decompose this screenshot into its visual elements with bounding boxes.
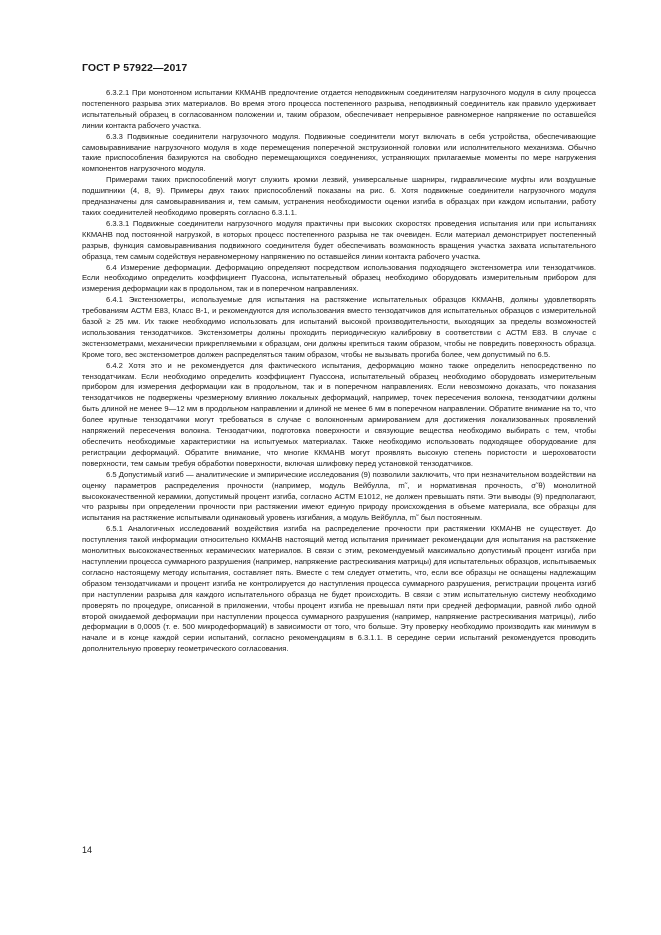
paragraph-6-4-1: 6.4.1 Экстензометры, используемые для испытания на растяжение испытательных образцов ККМАНВ, должны удовлетворять требованиям АСТМ Е83, Класс В-1, и рекомендуются для использования вместо тензодатчиков для испытательных образцов с измерительной базой ≥ 25 мм. Их также необходимо использовать для испытаний высокой производительности, выходящих за пределы возможностей использования тензодатчиков. Экстензометры должны проходить периодическую калибровку в соответствии с АСТМ Е83. В случае с экстензометрами, механически прикрепляемыми к образцам, они должны крепиться таким образом, чтобы не повредить поверхность образца. Кроме того, вес экстензометров должен распределяться таким образом, чтобы не вызывать прогиба более, чем допустимый по 6.5. bbox=[82, 295, 596, 359]
paragraph-6-3-3-1: 6.3.3.1 Подвижные соединители нагрузочного модуля практичны при высоких скоростях проведения испытания или при испытаниях ККМАНВ под постоянной нагрузкой, в которых процесс постепенного разрыва не так очевиден. Если материал демонстрирует постепенный разрыв, функция самовыравнивания подвижного соединителя будет обеспечивать возможность вращения участка захвата испытательного образца, тем самым содействуя неравномерному напряжению по оставшейся линии контакта рабочего участка. bbox=[82, 218, 596, 261]
paragraph-6-4: 6.4 Измерение деформации. Деформацию определяют посредством использования подходящего экстензометра или тензодатчиков. Если необходимо определить коэффициент Пуассона, испытательный образец необходимо оборудовать измерительным прибором для измерения деформации как в продольном, так и в поперечном направлениях. bbox=[82, 262, 596, 294]
paragraph-examples: Примерами таких приспособлений могут служить кромки лезвий, универсальные шарниры, гидравлические муфты или воздушные подшипники (4, 8, 9). Примеры двух таких приспособлений показаны на рис. 6. Хотя подвижные соединители нагрузочного модуля предназначены для самовыравнивания и, тем самым, устранения необходимости оценки изгиба в образцах при каждом испытании, работу таких соединителей необходимо проверять согласно 6.3.1.1. bbox=[82, 175, 596, 217]
paragraph-6-3-2-1: 6.3.2.1 При монотонном испытании ККМАНВ предпочтение отдается неподвижным соединителям нагрузочного модуля в силу процесса постепенного разрыва этих материалов. Во время этого процесса постепенного разрыва, неподвижный соединитель как правило удерживает испытательный образец в согласованном положении и, таким образом, обеспечивает непрерывное равномерное напряжение по оставшейся линии контакта рабочего участка. bbox=[82, 88, 596, 130]
paragraph-6-4-2: 6.4.2 Хотя это и не рекомендуется для фактического испытания, деформацию можно также определить непосредственно по тензодатчикам. Если необходимо определить коэффициент Пуассона, испытательный образец необходимо оборудовать измерительным прибором для измерения деформации как в продольном, так и в поперечном направлениях. Если невозможно доказать, что показания тензодатчиков не подвержены чрезмерному влиянию локальных деформаций, например, точек пересечения волокна, тензодатчики должны быть длиной не менее 9—12 мм в продольном направлении и длиной не менее 6 мм в поперечном направлении. Обратите внимание на то, что более крупные тензодатчики могут требоваться в случае с волокнонным армированием для достижения локализованных проявлений напряжений пересечения волокна. Тензодатчики, подготовка поверхности и связующие вещества необходимо выбирать с тем, чтобы обеспечить необходимые характеристики на испытуемых материалах. Также необходимо использовать подходящее оборудование для регистрации деформаций. Обратите внимание, что многие ККМАНВ могут проявлять высокую степень пористости и шероховатости поверхности, тем самым требуя обработки поверхности, включая шлифовку перед установкой тензодатчиков. bbox=[82, 360, 596, 468]
paragraph-6-3-3: 6.3.3 Подвижные соединители нагрузочного модуля. Подвижные соединители могут включать в себя устройства, обеспечивающие самовыравнивание нагрузочного модуля в ходе перемещения поперечной экструзионной головки или исполнительного механизма. Обычно такие приспособления базируются на свободно перемещающихся соединениях, устраняющих прилагаемые моменты по мере нагружения компонентов нагрузочного модуля. bbox=[82, 131, 596, 174]
paragraph-6-5: 6.5 Допустимый изгиб — аналитические и эмпирические исследования (9) позволили заключить, что при незначительном воздействии на оценку параметров распределения прочности (например, модуль Вейбулла, m˜, и нормативная прочность, σ˜θ) монолитной высококачественной керамики, допустимый процент изгиба, согласно АСТМ Е1012, не должен превышать пяти. Эти выводы (9) предполагают, что разрывы при определении прочности при растяжении имеют единую природу происхождения в объеме материала, все образцы для испытания на растяжение испытывали одинаковый уровень изгибания, а модуль Вейбулла, m˜ был постоянным. bbox=[82, 469, 596, 523]
body-text bbox=[82, 88, 596, 655]
standard-code-header: ГОСТ Р 57922—2017 bbox=[82, 62, 188, 74]
page-number: 14 bbox=[82, 845, 93, 855]
paragraph-6-5-1: 6.5.1 Аналогичных исследований воздействия изгиба на распределение прочности при растяжении ККМАНВ не существует. До поступления такой информации относительно ККМАНВ настоящий метод испытания принимает рекомендации для испытания на растяжение монолитных высококачественных керамических материалов. В связи с этим, рекомендуемый максимально допустимый процент изгиба при наступлении процесса суммарного разрушения (например, напряжение растрескивания матрицы) для испытательных образцов, испытываемых согласно настоящему методу испытания, составляет пять. Вместе с тем следует отметить, что, если все образцы не оснащены надлежащим образом тензодатчиками и процент изгиба не контролируется до наступления процесса суммарного разрушения, регистрации процента изгиб при наступлении разрыва для каждого испытательного образца не будет происходить. В связи с этим испытательную систему необходимо проверять по процедуре, описанной в приложении, чтобы процент изгиба не превышал пяти при средней деформации, равной либо одной второй ожидаемой деформации при наступлении процесса суммарного разрушения (например, напряжение растрескивания матрицы), либо деформации в 0,0005 (т. е. 500 микродеформаций) в зависимости от того, что больше. Эту проверку необходимо производить как минимум в начале и в конце каждой серии испытаний, согласно рекомендациям в 6.3.1.1. В середине серии испытаний рекомендуется проводить дополнительную проверку геометрического согласования. bbox=[82, 524, 596, 654]
